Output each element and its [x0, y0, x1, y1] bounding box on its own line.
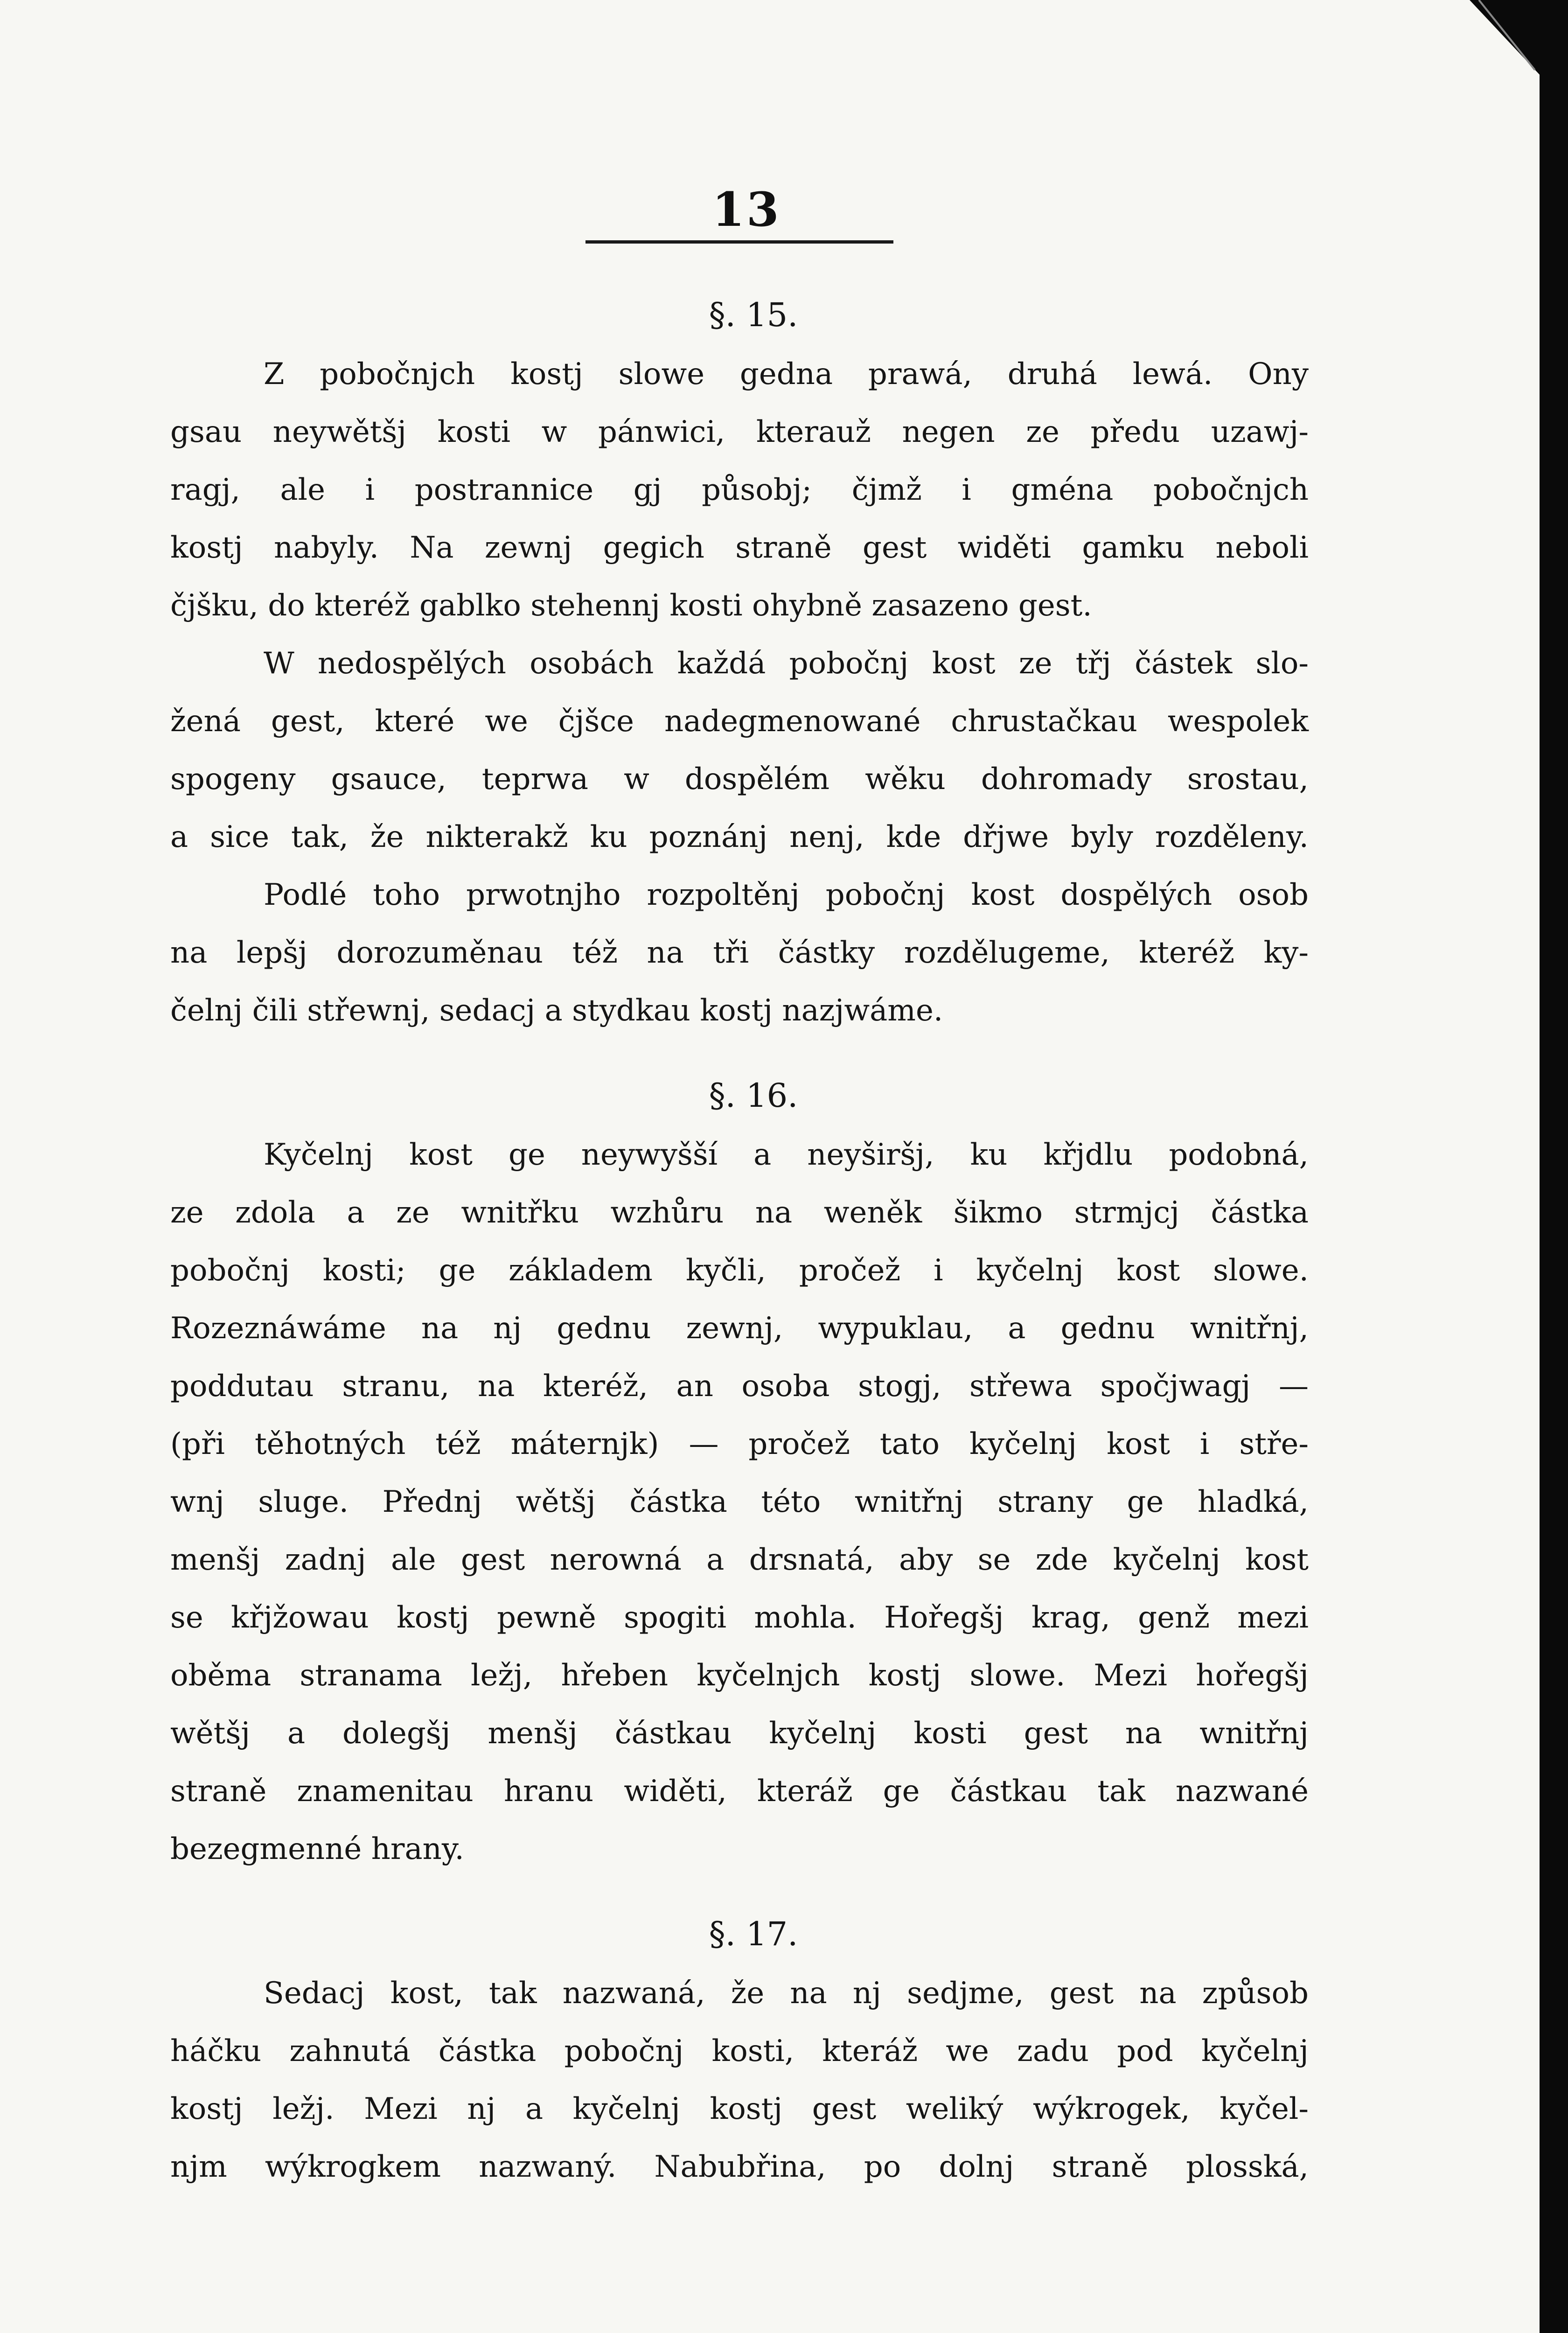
page-corner-curl	[1470, 0, 1540, 75]
text-line: gsau neywětšj kosti w pánwici, kterauž negen ze předu uzawj-	[170, 415, 1309, 449]
text-line: Rozeznáwáme na nj gednu zewnj, wypuklau, a gednu wnitřnj,	[170, 1311, 1309, 1346]
text-line: spogeny gsauce, teprwa w dospělém wěku dohromady srostau,	[170, 762, 1309, 796]
paragraph	[170, 345, 1309, 635]
text-line: čjšku, do kteréž gablko stehennj kosti ohybně zasazeno gest.	[170, 588, 1092, 623]
text-line: žená gest, které we čjšce nadegmenowané chrustačkau wespolek	[170, 704, 1309, 739]
text-line: čelnj čili střewnj, sedacj a stydkau kostj nazjwáme.	[170, 993, 943, 1028]
text-line: se křjžowau kostj pewně spogiti mohla. Hořegšj krag, genž mezi	[170, 1600, 1309, 1635]
text-line: Z pobočnjch kostj slowe gedna prawá, druhá lewá. Ony	[264, 357, 1309, 391]
section-title-16: §. 16.	[709, 1076, 798, 1115]
paragraph	[170, 1964, 1309, 2196]
text-line: Sedacj kost, tak nazwaná, že na nj sedjme, gest na způsob	[264, 1976, 1309, 2011]
section-title-15: §. 15.	[709, 296, 798, 334]
header-rule	[585, 240, 893, 244]
text-line: na lepšj dorozuměnau též na tři částky rozdělugeme, kteréž ky-	[170, 936, 1309, 970]
text-line: njm wýkrogkem nazwaný. Nabubřina, po dolnj straně plosská,	[170, 2150, 1309, 2184]
paragraph	[170, 635, 1309, 866]
paragraph	[170, 1126, 1309, 1878]
page-number: 13	[712, 182, 781, 237]
text-line: ze zdola a ze wnitřku wzhůru na weněk šikmo strmjcj částka	[170, 1195, 1309, 1230]
body-text	[170, 285, 1309, 2196]
text-line: poddutau stranu, na kteréž, an osoba stogj, střewa spočjwagj —	[170, 1369, 1309, 1404]
text-line: kostj ležj. Mezi nj a kyčelnj kostj gest weliký wýkrogek, kyčel-	[170, 2092, 1309, 2126]
text-line: oběma stranama ležj, hřeben kyčelnjch kostj slowe. Mezi hořegšj	[170, 1658, 1309, 1693]
text-line: menšj zadnj ale gest nerowná a drsnatá, aby se zde kyčelnj kost	[170, 1543, 1309, 1577]
section-gap	[170, 1040, 1309, 1065]
text-line: Kyčelnj kost ge neywyšší a neyširšj, ku křjdlu podobná,	[264, 1138, 1309, 1172]
text-line: straně znamenitau hranu widěti, kteráž ge částkau tak nazwané	[170, 1774, 1309, 1809]
scan-edge	[1540, 0, 1568, 2333]
paragraph	[170, 866, 1309, 1040]
text-line: kostj nabyly. Na zewnj gegich straně gest widěti gamku neboli	[170, 531, 1309, 565]
text-line: ragj, ale i postrannice gj působj; čjmž i gména pobočnjch	[170, 473, 1309, 507]
text-line: wnj sluge. Přednj wětšj částka této wnitřnj strany ge hladká,	[170, 1485, 1309, 1519]
text-line: Podlé toho prwotnjho rozpoltěnj pobočnj kost dospělých osob	[264, 878, 1309, 912]
section-gap	[170, 1878, 1309, 1904]
text-line: a sice tak, že nikterakž ku poznánj nenj, kde dřjwe byly rozděleny.	[170, 820, 1309, 854]
text-line: wětšj a dolegšj menšj částkau kyčelnj kosti gest na wnitřnj	[170, 1716, 1309, 1751]
text-line: háčku zahnutá částka pobočnj kosti, kteráž we zadu pod kyčelnj	[170, 2034, 1309, 2068]
text-line: bezegmenné hrany.	[170, 1832, 464, 1866]
text-line: pobočnj kosti; ge základem kyčli, pročež i kyčelnj kost slowe.	[170, 1253, 1309, 1288]
section-title-17: §. 17.	[709, 1915, 798, 1953]
text-line: (při těhotných též máternjk) — pročež tato kyčelnj kost i stře-	[170, 1427, 1309, 1461]
text-line: W nedospělých osobách každá pobočnj kost ze třj částek slo-	[264, 646, 1309, 681]
